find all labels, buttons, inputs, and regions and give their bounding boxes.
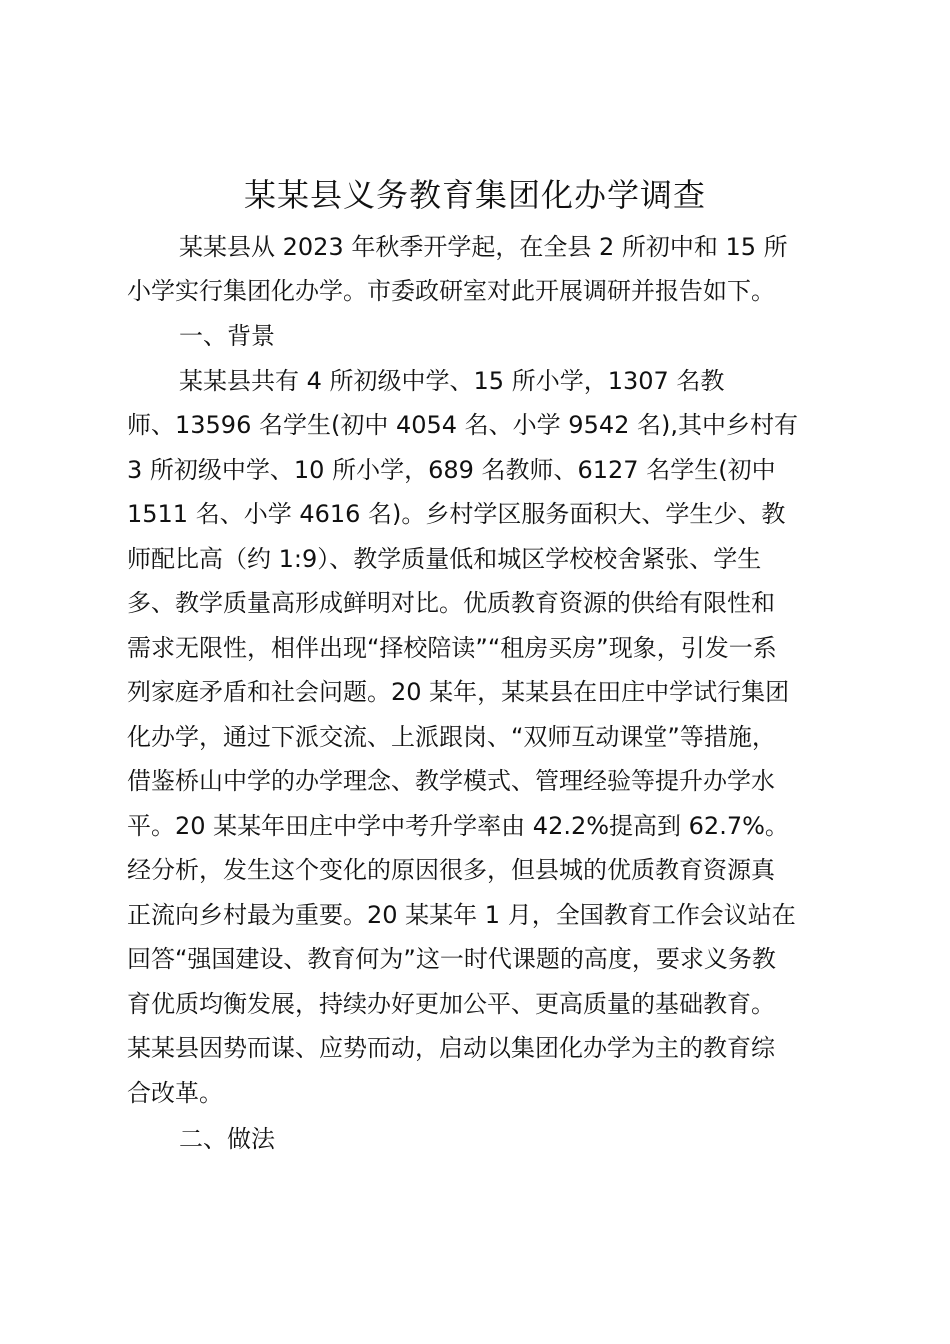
section-heading-background: 一、背景 — [179, 322, 275, 350]
body-line: 经分析，发生这个变化的原因很多，但县城的优质教育资源真 — [127, 856, 775, 884]
body-line: 师、13596 名学生(初中 4054 名、小学 9542 名),其中乡村有 — [127, 411, 799, 439]
body-line: 正流向乡村最为重要。20 某某年 1 月，全国教育工作会议站在 — [127, 901, 796, 929]
body-line: 3 所初级中学、10 所小学，689 名教师、6127 名学生(初中 — [127, 456, 776, 484]
body-line: 多、教学质量高形成鲜明对比。优质教育资源的供给有限性和 — [127, 589, 775, 617]
body-line: 某某县因势而谋、应势而动，启动以集团化办学为主的教育综 — [127, 1034, 775, 1062]
body-line: 化办学，通过下派交流、上派跟岗、“双师互动课堂”等措施， — [127, 723, 776, 751]
body-line: 某某县共有 4 所初级中学、15 所小学，1307 名教 — [179, 367, 725, 395]
body-line: 需求无限性，相伴出现“择校陪读”“租房买房”现象，引发一系 — [127, 634, 777, 662]
body-line: 1511 名、小学 4616 名)。乡村学区服务面积大、学生少、教 — [127, 500, 786, 528]
document-title: 某某县义务教育集团化办学调查 — [243, 176, 706, 214]
intro-line-2: 小学实行集团化办学。市委政研室对此开展调研并报告如下。 — [127, 277, 775, 305]
body-line: 合改革。 — [127, 1079, 223, 1107]
intro-line-1: 某某县从 2023 年秋季开学起，在全县 2 所初中和 15 所 — [179, 233, 788, 261]
section-heading-methods: 二、做法 — [179, 1125, 275, 1153]
body-line: 列家庭矛盾和社会问题。20 某年，某某县在田庄中学试行集团 — [127, 678, 790, 706]
body-line: 师配比高（约 1:9）、教学质量低和城区学校校舍紧张、学生 — [127, 545, 762, 573]
body-line: 借鉴桥山中学的办学理念、教学模式、管理经验等提升办学水 — [127, 767, 775, 795]
body-line: 回答“强国建设、教育何为”这一时代课题的高度，要求义务教 — [127, 945, 776, 973]
body-line: 平。20 某某年田庄中学中考升学率由 42.2%提高到 62.7%。 — [127, 812, 789, 840]
body-line: 育优质均衡发展，持续办好更加公平、更高质量的基础教育。 — [127, 990, 775, 1018]
